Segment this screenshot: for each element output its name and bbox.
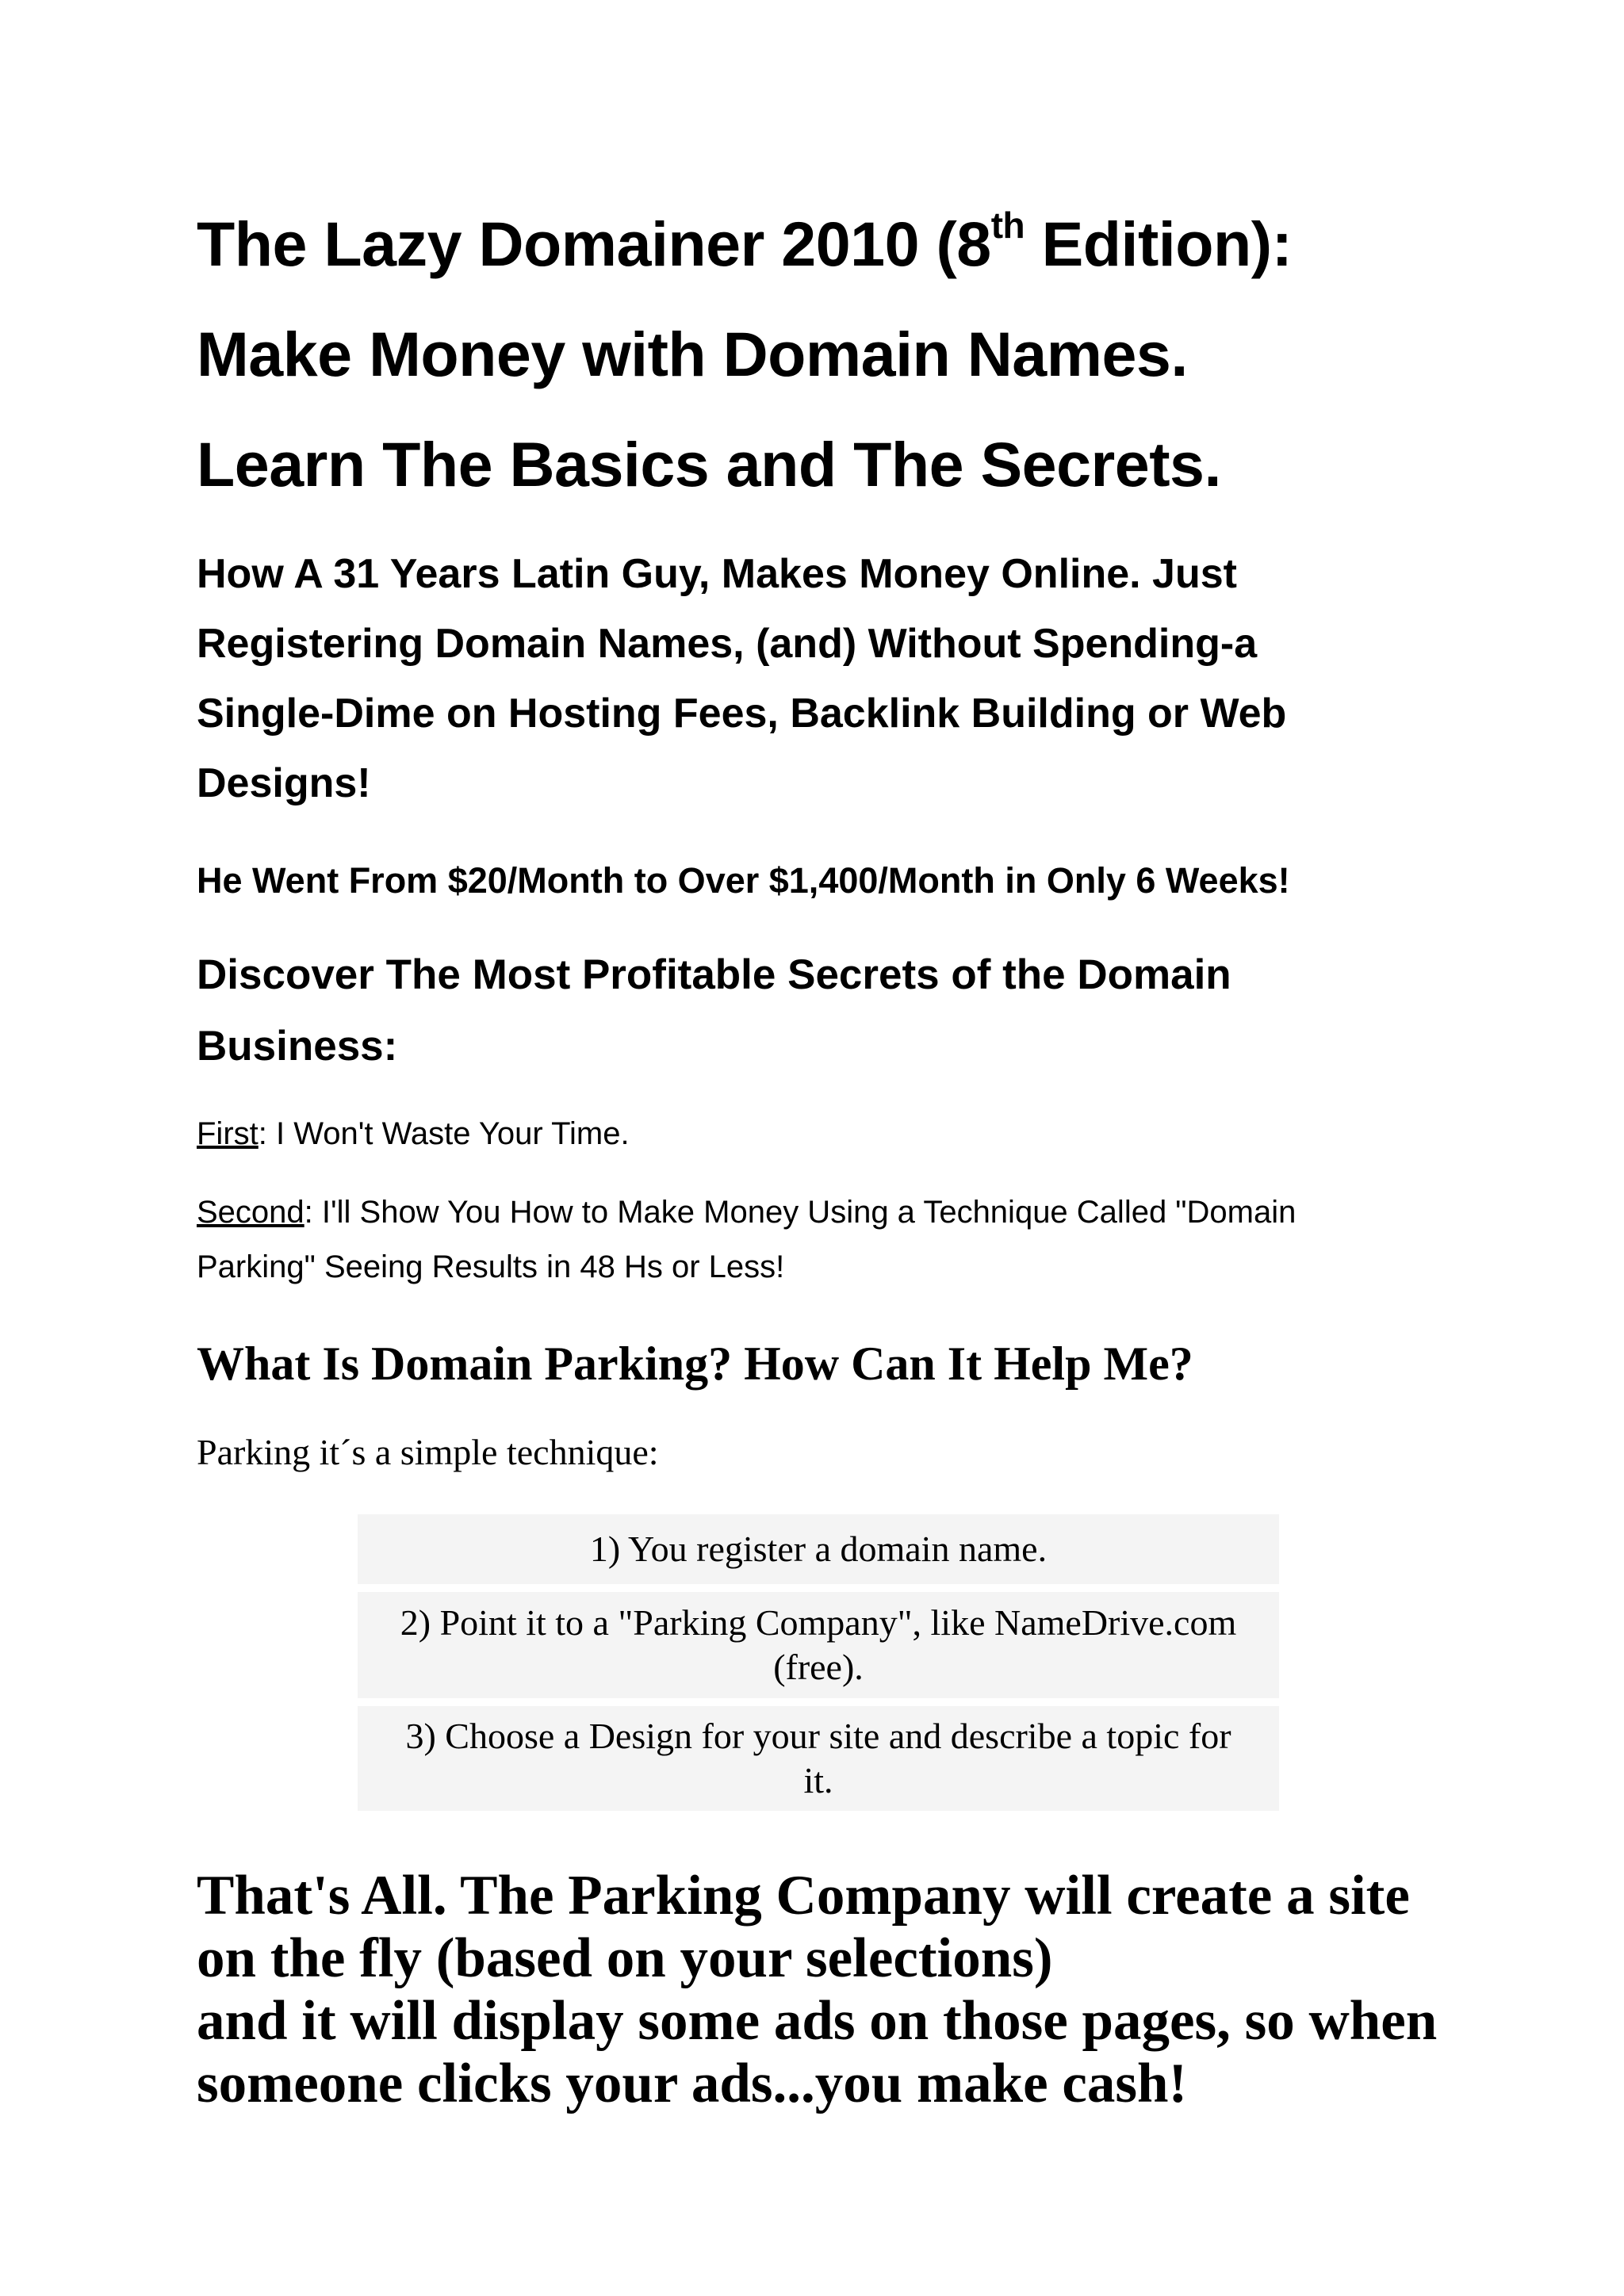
subtitle bbox=[197, 539, 1434, 818]
page-title bbox=[197, 189, 1529, 519]
title-line-2: Make Money with Domain Names. bbox=[197, 319, 1188, 389]
discover-line-1: Discover The Most Profitable Secrets of the Domain bbox=[197, 951, 1231, 998]
point-second-label: Second bbox=[197, 1195, 304, 1230]
section-intro: Parking it´s a simple technique: bbox=[197, 1432, 659, 1472]
point-first-label: First bbox=[197, 1116, 259, 1151]
discover-heading bbox=[197, 939, 1434, 1082]
conclusion-line-3: and it will display some ads on those pages, so when bbox=[197, 1990, 1438, 2052]
discover-line-2: Business: bbox=[197, 1023, 398, 1070]
point-second-text-1: : I'll Show You How to Make Money Using a Technique Called "Domain bbox=[304, 1195, 1297, 1230]
title-line-1 bbox=[197, 189, 1529, 299]
step-3-text-line-2: it. bbox=[803, 1760, 833, 1800]
title-line-1-text: The Lazy Domainer 2010 (8 bbox=[197, 209, 991, 279]
point-first-text: : I Won't Waste Your Time. bbox=[258, 1116, 630, 1151]
subtitle-line-3: Single-Dime on Hosting Fees, Backlink Building or Web bbox=[197, 691, 1287, 737]
point-first bbox=[197, 1107, 630, 1161]
income-claim: He Went From $20/Month to Over $1,400/Month in Only 6 Weeks! bbox=[197, 860, 1290, 901]
step-1-text: 1) You register a domain name. bbox=[589, 1529, 1048, 1569]
step-2-text-line-1: 2) Point it to a "Parking Company", like NameDrive.com bbox=[400, 1602, 1237, 1643]
step-item-3 bbox=[358, 1706, 1279, 1811]
step-2-text-line-2: (free). bbox=[773, 1647, 864, 1687]
conclusion-line-4: someone clicks your ads...you make cash! bbox=[197, 2053, 1188, 2114]
section-heading: What Is Domain Parking? How Can It Help Me? bbox=[197, 1337, 1193, 1390]
step-3-text-line-1: 3) Choose a Design for your site and describe a topic for bbox=[405, 1716, 1231, 1756]
step-item-2 bbox=[358, 1592, 1279, 1698]
conclusion-line-2: on the fly (based on your selections) bbox=[197, 1927, 1053, 1989]
subtitle-line-1: How A 31 Years Latin Guy, Makes Money Online. Just bbox=[197, 551, 1237, 597]
edition-superscript: th bbox=[990, 204, 1025, 246]
point-second-line-1 bbox=[197, 1185, 1296, 1240]
conclusion-line-1: That's All. The Parking Company will create a site bbox=[197, 1865, 1410, 1927]
point-second-line-2: Parking" Seeing Results in 48 Hs or Less! bbox=[197, 1249, 785, 1284]
subtitle-line-4: Designs! bbox=[197, 760, 371, 806]
steps-list bbox=[358, 1514, 1279, 1819]
title-line-3: Learn The Basics and The Secrets. bbox=[197, 429, 1221, 499]
point-first-line bbox=[197, 1107, 630, 1161]
title-line-1-end: Edition): bbox=[1025, 209, 1293, 279]
step-item-1 bbox=[358, 1514, 1279, 1584]
subtitle-line-2: Registering Domain Names, (and) Without Spending-a bbox=[197, 621, 1258, 667]
point-second bbox=[197, 1185, 1296, 1295]
conclusion bbox=[197, 1865, 1437, 2115]
